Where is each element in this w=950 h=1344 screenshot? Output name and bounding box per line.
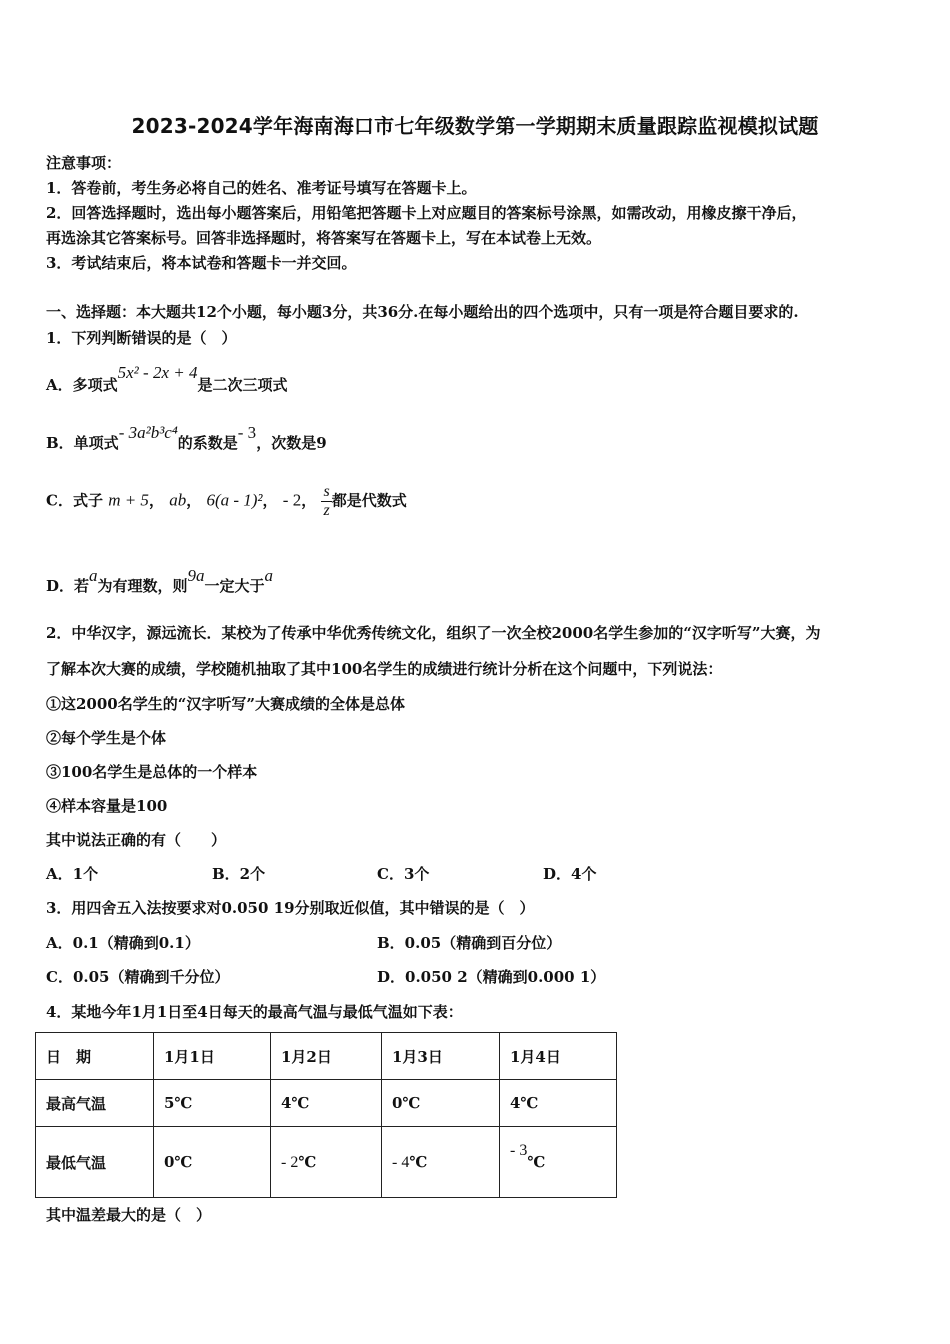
q1-d-expr-9a: 9a	[187, 566, 205, 585]
unit: ℃	[298, 1152, 317, 1171]
q1-a-label: A．多项式	[46, 376, 118, 394]
q1-c-comma: ，	[148, 491, 164, 510]
table-cell: 0℃	[154, 1127, 271, 1198]
unit: ℃	[409, 1152, 428, 1171]
q1-c-suffix: 都是代数式	[331, 491, 407, 510]
fraction-numerator: s	[323, 483, 330, 500]
section-heading: 一、选择题：本大题共12个小题，每小题3分，共36分.在每小题给出的四个选项中，只有一项是符合题目要求的.	[46, 303, 799, 321]
q1-d-suffix: 一定大于	[204, 577, 265, 595]
table-header: 1月3日	[382, 1033, 500, 1080]
row-label: 最高气温	[36, 1080, 154, 1127]
table-cell: 0℃	[382, 1080, 500, 1127]
q1-option-b	[46, 422, 327, 452]
table-cell: 4℃	[271, 1080, 382, 1127]
q1-option-d	[46, 565, 274, 595]
q1-d-var-a: a	[264, 566, 274, 585]
fraction-denominator: z	[323, 502, 330, 519]
q3-stem: 3．用四舍五入法按要求对0.050 19分别取近似值，其中错误的是（ ）	[46, 899, 535, 917]
q1-c-expr-4: - 2	[282, 490, 302, 510]
q2-ask: 其中说法正确的有（ ）	[46, 831, 227, 849]
table-header: 1月1日	[154, 1033, 271, 1080]
table-cell	[271, 1127, 382, 1198]
q2-option-c: C．3个	[377, 865, 430, 883]
q1-c-comma: ，	[301, 491, 317, 510]
q1-d-label: D．若	[46, 577, 90, 595]
q1-c-comma: ，	[186, 491, 202, 510]
q2-option-a: A．1个	[46, 865, 99, 883]
notice-item: 再选涂其它答案标号。回答非选择题时，将答案写在答题卡上，写在本试卷上无效。	[46, 229, 602, 247]
q1-c-comma: ，	[262, 491, 278, 510]
q4-ask: 其中温差最大的是（ ）	[46, 1206, 212, 1224]
low-temp-value: - 2	[281, 1153, 299, 1171]
q1-stem: 1．下列判断错误的是（ ）	[46, 329, 237, 347]
q1-b-expression: - 3a²b³c⁴	[118, 423, 178, 442]
q2-option-b: B．2个	[212, 865, 266, 883]
q1-a-expression: 5x² - 2x + 4	[117, 363, 198, 382]
table-cell	[382, 1127, 500, 1198]
q1-b-middle: 的系数是	[177, 434, 238, 452]
q1-c-fraction	[321, 483, 331, 520]
notice-item: 3．考试结束后，将本试卷和答题卡一并交回。	[46, 254, 357, 272]
table-cell: 5℃	[154, 1080, 271, 1127]
q1-c-label: C．式子	[46, 491, 103, 510]
q2-stem-line2: 了解本次大赛的成绩，学校随机抽取了其中100名学生的成绩进行统计分析在这个问题中，下列说法：	[46, 660, 723, 678]
table-header: 1月2日	[271, 1033, 382, 1080]
notice-item: 2．回答选择题时，选出每小题答案后，用铅笔把答题卡上对应题目的答案标号涂黑，如需改动，用橡皮擦干净后，	[46, 204, 807, 222]
q1-d-middle: 为有理数，则	[97, 577, 188, 595]
q3-option-c: C．0.05（精确到千分位）	[46, 968, 230, 986]
q2-statement: ①这2000名学生的“汉字听写”大赛成绩的全体是总体	[46, 695, 406, 713]
q2-statement: ②每个学生是个体	[46, 729, 167, 747]
q3-option-d: D．0.050 2（精确到0.000 1）	[377, 968, 606, 986]
low-temp-value: - 3	[510, 1141, 528, 1159]
q2-statement: ④样本容量是100	[46, 797, 168, 815]
low-temp-value: - 4	[392, 1153, 410, 1171]
q1-b-label: B．单项式	[46, 434, 119, 452]
q1-a-suffix: 是二次三项式	[197, 376, 288, 394]
temperature-table	[35, 1032, 617, 1198]
q1-option-a	[46, 362, 288, 394]
notice-item: 1．答卷前，考生务必将自己的姓名、准考证号填写在答题卡上。	[46, 179, 477, 197]
q2-option-d: D．4个	[543, 865, 597, 883]
q1-b-coefficient: - 3	[237, 423, 257, 442]
row-label: 最低气温	[36, 1127, 154, 1198]
notice-heading: 注意事项：	[46, 154, 122, 172]
q1-d-var-a: a	[89, 566, 98, 585]
table-row	[36, 1080, 617, 1127]
q1-b-suffix: ，次数是9	[256, 434, 327, 452]
table-cell: 4℃	[500, 1080, 617, 1127]
q3-option-a: A．0.1（精确到0.1）	[46, 934, 200, 952]
q4-stem: 4．某地今年1月1日至4日每天的最高气温与最低气温如下表：	[46, 1003, 463, 1021]
q1-c-expr-3: 6(a - 1)²	[206, 490, 263, 510]
table-header: 日 期	[36, 1033, 154, 1080]
page-title: 2023-2024学年海南海口市七年级数学第一学期期末质量跟踪监视模拟试题	[131, 114, 819, 138]
unit: ℃	[527, 1152, 546, 1171]
table-header: 1月4日	[500, 1033, 617, 1080]
table-row	[36, 1127, 617, 1198]
q1-option-c	[46, 483, 407, 520]
q2-statement: ③100名学生是总体的一个样本	[46, 763, 258, 781]
q1-c-expr-1: m + 5	[108, 490, 149, 510]
q1-c-expr-2: ab	[169, 490, 187, 510]
table-cell	[500, 1127, 617, 1198]
q2-stem-line1: 2．中华汉字，源远流长．某校为了传承中华优秀传统文化，组织了一次全校2000名学生参加的“汉字听写”大赛，为	[46, 624, 821, 642]
table-row	[36, 1033, 617, 1080]
q3-option-b: B．0.05（精确到百分位）	[377, 934, 562, 952]
